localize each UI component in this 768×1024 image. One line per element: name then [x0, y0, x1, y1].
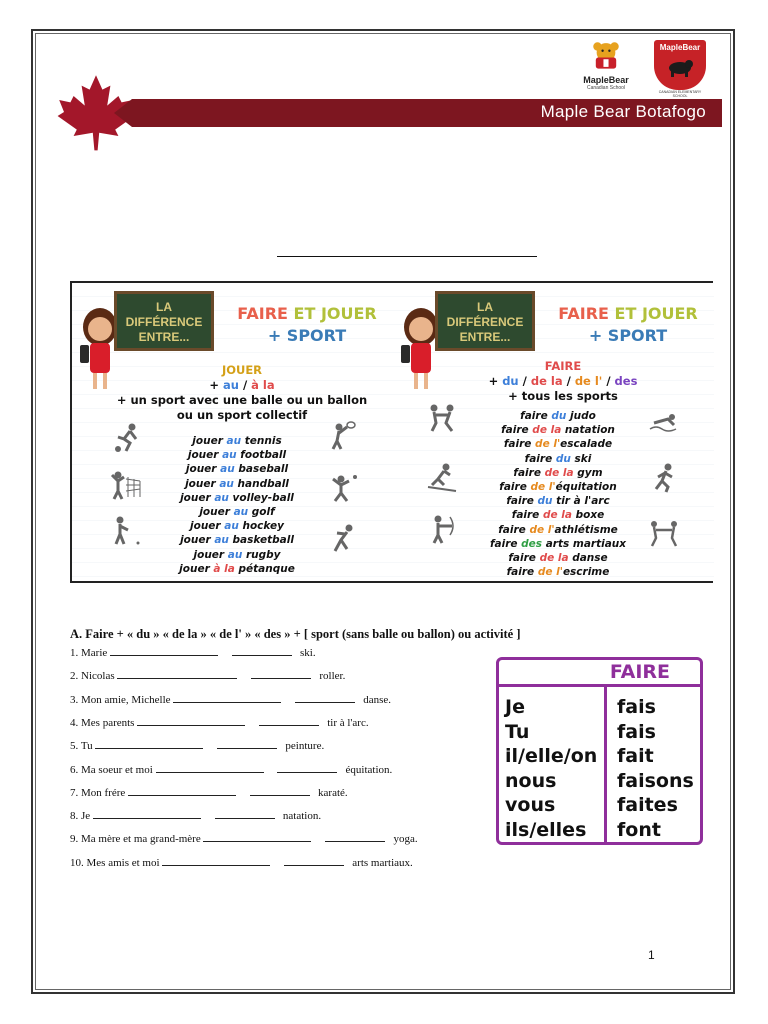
jouer-rule-2: ou un sport collectif — [176, 408, 308, 422]
board-line-1: LA — [156, 300, 172, 314]
pronoun: ils/elles — [505, 818, 587, 841]
chalkboard — [114, 291, 214, 351]
exercise-item — [70, 692, 391, 706]
bear-mascot-icon — [589, 40, 623, 70]
jouer-rule — [102, 363, 382, 423]
verb-form: fais — [617, 696, 656, 718]
pronoun: nous — [505, 769, 557, 792]
item-ending: peinture. — [285, 740, 325, 753]
jouer-prepositions: + au / à la — [209, 378, 275, 392]
title-faire: FAIRE — [558, 304, 609, 323]
maplebear-logo — [574, 40, 638, 92]
header-banner — [132, 99, 722, 127]
jouer-example: jouer au handball — [185, 477, 289, 490]
logo2-subtitle: CANADIAN ELEMENTARY SCHOOL — [658, 90, 702, 98]
answer-blank-article[interactable] — [215, 808, 275, 819]
item-number: 9. — [70, 833, 79, 846]
jouer-example: jouer au golf — [199, 506, 275, 519]
answer-blank-verb[interactable] — [93, 808, 201, 819]
title-sport: + SPORT — [588, 326, 668, 345]
pronoun-column — [505, 695, 597, 842]
faire-example: faire de l'athlétisme — [498, 523, 618, 536]
pronoun: vous — [505, 794, 556, 816]
logo1-subtitle: Canadian School — [586, 85, 626, 91]
exercise-item — [70, 785, 348, 799]
logo2-name: MapleBear — [659, 43, 701, 52]
answer-blank-verb[interactable] — [156, 762, 264, 773]
school-name: Maple Bear Botafogo — [540, 102, 706, 121]
football-player-icon — [112, 423, 144, 453]
verb-form: font — [617, 818, 661, 841]
item-ending: tir à l'arc. — [327, 716, 369, 729]
faire-example: faire des arts martiaux — [489, 537, 627, 550]
item-subject: Je — [81, 810, 91, 823]
faire-panel — [393, 283, 714, 581]
page-number: 1 — [648, 948, 655, 962]
item-number: 8. — [70, 810, 79, 823]
tennis-player-icon — [327, 421, 359, 451]
faire-verb: FAIRE — [544, 359, 582, 373]
pronoun: il/elle/on — [505, 745, 598, 767]
conjugation-table — [496, 657, 703, 845]
board-line-2: DIFFÉRENCE — [125, 315, 203, 329]
exercise-item — [70, 808, 321, 822]
faire-example: faire de la boxe — [511, 509, 605, 522]
maplebear-shield-logo — [654, 40, 706, 98]
answer-blank-article[interactable] — [259, 715, 319, 726]
volleyball-player-icon — [110, 471, 142, 501]
jouer-example: jouer au basketball — [180, 534, 294, 547]
jouer-example: jouer au volley-ball — [180, 491, 294, 504]
faire-example: faire de l'escrime — [506, 566, 610, 579]
item-subject: Mon frére — [81, 786, 126, 799]
title-et: ET — [608, 304, 642, 323]
rugby-player-icon — [327, 523, 359, 553]
item-number: 2. — [70, 670, 79, 683]
jouer-panel — [72, 283, 395, 581]
column-divider — [604, 687, 607, 845]
exercise-item — [70, 855, 413, 869]
answer-blank-verb[interactable] — [162, 855, 270, 866]
faire-prepositions: + du / de la / de l' / des — [488, 374, 638, 388]
item-number: 3. — [70, 693, 79, 706]
shield — [654, 40, 706, 90]
answer-blank-article[interactable] — [284, 855, 344, 866]
item-number: 1. — [70, 647, 79, 659]
swimmer-icon — [648, 407, 680, 437]
jouer-example: jouer au hockey — [190, 520, 284, 533]
faire-rule-1: + tous les sports — [508, 389, 618, 403]
answer-blank-article[interactable] — [217, 738, 277, 749]
item-subject: Mes parents — [81, 716, 135, 729]
exercise-item — [70, 715, 369, 729]
faire-rule — [423, 359, 703, 404]
title-et: ET — [287, 304, 321, 323]
item-subject: Ma soeur et moi — [81, 763, 153, 776]
board-line-3: ENTRE... — [459, 330, 511, 344]
board-line-3: ENTRE... — [138, 330, 190, 344]
item-subject: Nicolas — [81, 670, 115, 683]
jouer-example: jouer au football — [187, 449, 287, 462]
jouer-example: jouer au rugby — [193, 548, 281, 561]
chalkboard — [435, 291, 535, 351]
exercise-item — [70, 738, 324, 752]
exercise-item — [70, 668, 345, 682]
conjugation-verb: FAIRE — [499, 660, 700, 687]
item-number: 5. — [70, 740, 79, 753]
conjugation-body — [499, 687, 700, 845]
panel-title — [232, 303, 382, 347]
item-number: 10. — [70, 856, 84, 869]
title-sport: + SPORT — [267, 326, 347, 345]
exercise-item — [70, 762, 392, 776]
answer-blank-article[interactable] — [250, 785, 310, 796]
faire-example: faire de la natation — [501, 424, 615, 437]
verb-form: faites — [617, 794, 678, 816]
faire-example: faire du judo — [520, 410, 596, 422]
answer-blank-verb[interactable] — [203, 831, 311, 842]
answer-blank-verb[interactable] — [173, 692, 281, 703]
item-ending: danse. — [363, 693, 392, 706]
item-subject: Ma mère et ma grand-mère — [81, 833, 201, 846]
bear-icon — [667, 57, 693, 77]
answer-blank-verb[interactable] — [137, 715, 245, 726]
answer-blank-verb[interactable] — [110, 645, 218, 656]
jouer-example: jouer au tennis — [192, 435, 282, 447]
panel-title — [553, 303, 703, 347]
exercise-title: A. Faire + « du » « de la » « de l' » « des » + [ sport (sans balle ou ballon) ou activité ] — [70, 627, 521, 641]
answer-blank-article[interactable] — [232, 645, 292, 656]
answer-blank-article[interactable] — [277, 762, 337, 773]
form-column — [617, 695, 694, 842]
title-faire: FAIRE — [237, 304, 288, 323]
exercise-item — [70, 831, 418, 845]
judo-icon — [426, 403, 458, 433]
logo1-name: MapleBear — [583, 75, 629, 85]
pronoun: Je — [505, 696, 525, 718]
exercise-item — [70, 645, 316, 659]
jouer-examples — [162, 434, 312, 576]
answer-blank-article[interactable] — [251, 668, 311, 679]
item-ending: équitation. — [345, 763, 393, 776]
fencing-icon — [648, 518, 680, 548]
item-number: 4. — [70, 716, 79, 729]
jouer-example: jouer au baseball — [185, 463, 289, 476]
faire-example: faire du tir à l'arc — [506, 495, 610, 508]
faire-example: faire de la danse — [508, 552, 608, 565]
board-line-2: DIFFÉRENCE — [446, 315, 524, 329]
faire-example: faire de l'équitation — [499, 481, 617, 494]
answer-blank-article[interactable] — [295, 692, 355, 703]
skier-icon — [426, 463, 458, 493]
faire-examples — [483, 409, 633, 579]
jouer-example: jouer à la pétanque — [179, 562, 295, 575]
answer-blank-article[interactable] — [325, 831, 385, 842]
item-ending: yoga. — [393, 833, 418, 846]
answer-blank-verb[interactable] — [117, 668, 237, 679]
item-subject: Mes amis et moi — [86, 856, 160, 869]
title-underline — [277, 256, 537, 257]
jouer-rule-1: + un sport avec une balle ou un ballon — [116, 393, 368, 407]
faire-example: faire de l'escalade — [503, 438, 613, 451]
item-number: 7. — [70, 786, 79, 799]
item-ending: roller. — [319, 670, 346, 683]
golfer-icon — [110, 516, 142, 546]
item-subject: Mon amie, Michelle — [81, 693, 171, 706]
title-jouer: JOUER — [320, 304, 377, 323]
verb-form: fais — [617, 720, 656, 743]
item-subject: Tu — [80, 740, 93, 753]
faire-example: faire de la gym — [513, 466, 603, 479]
item-ending: natation. — [282, 810, 322, 823]
runner-icon — [648, 463, 680, 493]
item-subject: Marie — [81, 647, 108, 659]
faire-jouer-infographic — [70, 281, 713, 583]
pronoun: Tu — [505, 720, 530, 743]
item-number: 6. — [70, 763, 79, 776]
basketball-player-icon — [327, 473, 359, 503]
jouer-verb: JOUER — [221, 363, 263, 377]
answer-blank-verb[interactable] — [95, 738, 203, 749]
item-ending: arts martiaux. — [352, 856, 413, 869]
title-jouer: JOUER — [641, 304, 698, 323]
item-ending: ski. — [300, 647, 316, 659]
archer-icon — [426, 515, 458, 545]
answer-blank-verb[interactable] — [128, 785, 236, 796]
verb-form: faisons — [617, 769, 694, 792]
faire-example: faire du ski — [524, 452, 592, 465]
board-line-1: LA — [477, 300, 493, 314]
verb-form: fait — [617, 745, 654, 767]
item-ending: karaté. — [318, 786, 348, 799]
